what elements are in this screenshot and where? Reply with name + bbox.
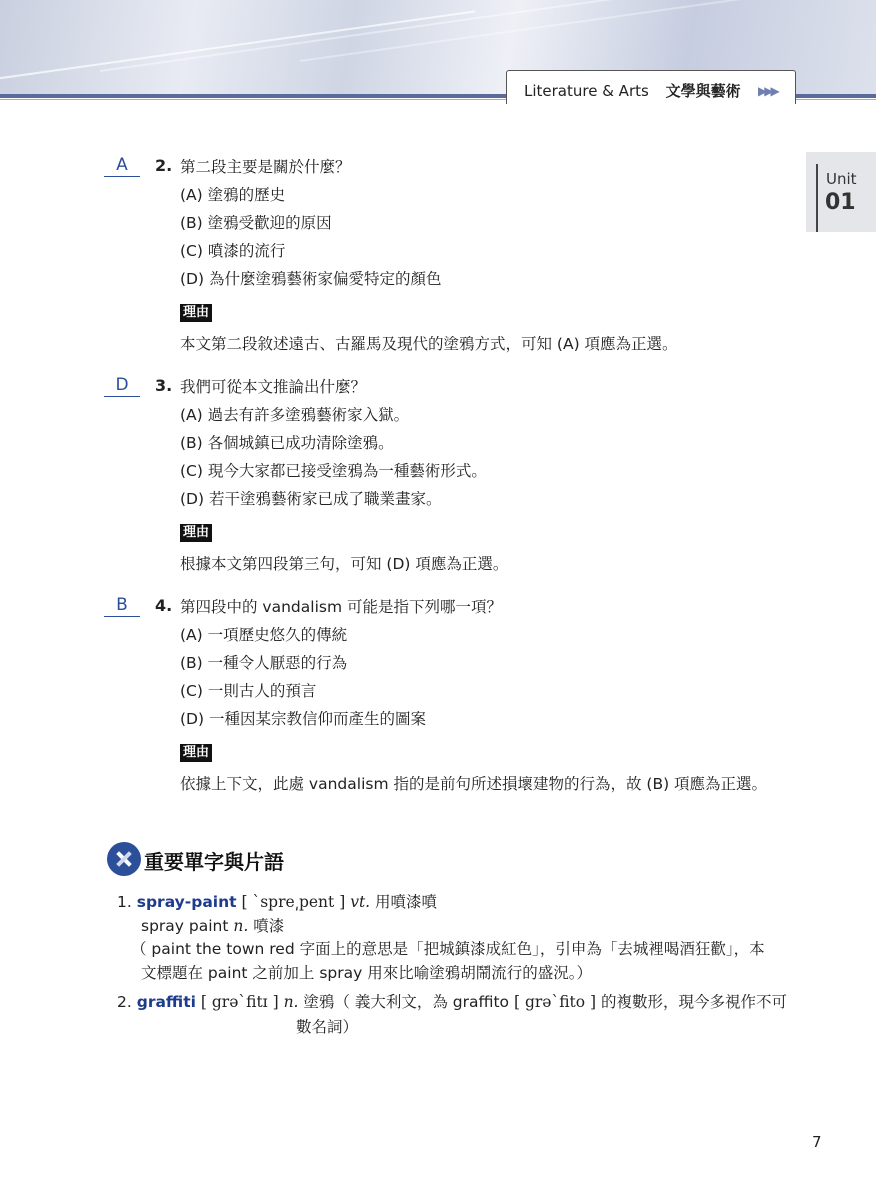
reason-text: 依據上下文，此處 vandalism 指的是前句所述損壞建物的行為，故 (B) 項應為正選。 <box>180 775 768 793</box>
option: (D) 為什麼塗鴉藝術家偏愛特定的顏色 <box>180 270 442 288</box>
option: (D) 一種因某宗教信仰而產生的圖案 <box>180 710 426 728</box>
question-text: 第二段主要是關於什麼？ <box>180 158 351 176</box>
pencil-ruler-icon <box>107 842 141 876</box>
vocab-note-line: 文標題在 paint 之前加上 spray 用來比喻塗鴉胡鬧流行的盛況。） <box>141 964 592 982</box>
vocab-pos: vt. <box>350 893 371 911</box>
section-title-en: Literature & Arts <box>524 82 649 100</box>
vocab-entry <box>117 990 787 1012</box>
question-number: 3. <box>155 376 173 395</box>
option: (C) 噴漆的流行 <box>180 242 286 260</box>
vocab-ipa: [ grəˋfito ] <box>513 993 597 1011</box>
answer-letter: D <box>104 375 140 397</box>
option: (C) 一則古人的預言 <box>180 682 317 700</box>
vocab-meaning: 塗鴉（ 義大利文，為 graffito <box>303 993 510 1011</box>
vocab-meaning: 噴漆 <box>253 917 285 935</box>
option: (D) 若干塗鴉藝術家已成了職業畫家。 <box>180 490 442 508</box>
reason-text: 本文第二段敘述遠古、古羅馬及現代的塗鴉方式，可知 (A) 項應為正選。 <box>180 335 678 353</box>
reason-label: 理由 <box>180 524 212 542</box>
vocab-meaning-cont: 數名詞） <box>296 1018 359 1036</box>
section-title <box>524 80 741 101</box>
unit-number: 01 <box>825 190 856 215</box>
vocab-word: spray-paint <box>136 893 237 911</box>
vocab-number: 2. <box>117 993 132 1011</box>
option: (B) 一種令人厭惡的行為 <box>180 654 348 672</box>
vocab-subentry <box>141 914 284 936</box>
option: (C) 現今大家都已接受塗鴉為一種藝術形式。 <box>180 462 487 480</box>
section-title-zh: 文學與藝術 <box>665 82 741 100</box>
question-number: 2. <box>155 156 173 175</box>
option: (A) 一項歷史悠久的傳統 <box>180 626 348 644</box>
question-text: 我們可從本文推論出什麼？ <box>180 378 367 396</box>
vocab-ipa: [ ˋspre͵pent ] <box>241 893 346 911</box>
reason-label: 理由 <box>180 744 212 762</box>
option: (A) 過去有許多塗鴉藝術家入獄。 <box>180 406 410 424</box>
vocab-word: graffiti <box>136 993 196 1011</box>
reason-text: 根據本文第四段第三句，可知 (D) 項應為正選。 <box>180 555 509 573</box>
unit-tab-bar <box>816 164 818 232</box>
question-number: 4. <box>155 596 173 615</box>
page-number: 7 <box>812 1133 822 1151</box>
vocab-pos: n. <box>233 917 249 935</box>
vocab-meaning: 用噴漆噴 <box>375 893 438 911</box>
reason-label: 理由 <box>180 304 212 322</box>
vocab-pos: n. <box>283 993 299 1011</box>
answer-letter: A <box>104 155 140 177</box>
vocab-number: 1. <box>117 893 132 911</box>
vocab-ipa: [ grəˋfitɪ ] <box>200 993 279 1011</box>
vocab-entry <box>117 890 437 912</box>
vocab-section-title: 重要單字與片語 <box>144 850 284 874</box>
option: (B) 各個城鎮已成功清除塗鴉。 <box>180 434 394 452</box>
option: (B) 塗鴉受歡迎的原因 <box>180 214 332 232</box>
unit-tab <box>806 152 876 232</box>
vocab-word-2: spray paint <box>141 917 229 935</box>
answer-letter: B <box>104 595 140 617</box>
unit-label: Unit <box>826 170 857 188</box>
option: (A) 塗鴉的歷史 <box>180 186 286 204</box>
question-text: 第四段中的 vandalism 可能是指下列哪一項？ <box>180 598 502 616</box>
triple-arrow-icon: ▶▶▶ <box>758 84 777 98</box>
vocab-note-line: （ paint the town red 字面上的意思是「把城鎮漆成紅色」，引申為「去城裡喝酒狂歡」，本 <box>131 940 765 958</box>
vocab-meaning: 的複數形，現今多視作不可 <box>601 993 788 1011</box>
